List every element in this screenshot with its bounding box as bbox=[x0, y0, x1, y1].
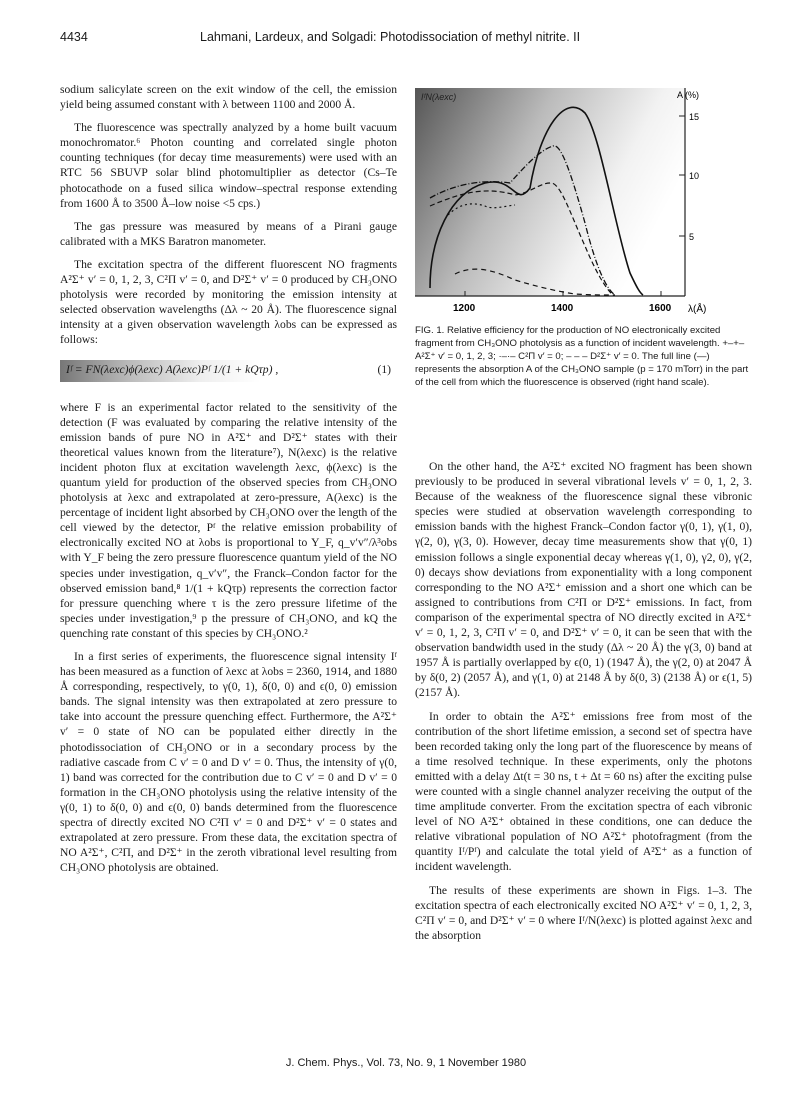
x-tick-label: 1200 bbox=[453, 303, 476, 314]
equation-1 bbox=[60, 356, 397, 392]
paragraph: The fluorescence was spectrally analyzed by a home built vacuum monochromator.⁶ Photon counting and correlated single photon counting techniques (for decay time measurements) were used with an RTC 56 SBUVP solar blind photomultiplier as detector (Cs–Te photocathode on a fused silica window–spectral response extending from 1600 Å to 3500 Å–low noise <5 cps.) bbox=[60, 121, 397, 210]
paragraph: On the other hand, the A²Σ⁺ excited NO fragment has been shown previously to be produced in several vibrational levels v′ = 0, 1, 2, 3. Because of the weakness of the fluorescence signal these vibronic species were studied at observation wavelength corresponding to emission bands with the highest Franck–Condon factor γ(0, 1), γ(1, 0), γ(2, 0), γ(3, 0). However, decay time measurements show that γ(0, 1) emission follows a single exponential decay whereas γ(1, 0), γ2, 0), γ(2, 0) decays show deviations from exponentiality with a long component corresponding to the NO A²Σ⁺ emission and a short one which can be assigned to contributions from C²Π or D²Σ⁺ emissions. In fact, from comparison of the experimental spectra of NO directly excited in A²Σ⁺ v′ = 0, 1, 2, 3, C²Π v′ = 0, and D²Σ⁺ v′ = 0, it can be seen that with the observation bandwidth used in the study (Δλ ~ 20 Å) the γ(3, 0) band at 1957 Å is partially overlapped by ϵ(0, 1) (1947 Å), the γ(2, 0) at 2047 Å by δ(0, 2) (2057 Å), and γ(1, 0) at 2148 Å by δ(0, 3) (2138 Å) or ϵ(1, 5) (2157 Å). bbox=[415, 460, 752, 700]
paragraph: where F is an experimental factor related to the sensitivity of the detection (F was evaluated by comparing the relative intensity of the emission bands of pure NO in A²Σ⁺ and D²Σ⁺ states with their theoretical values known from the literature⁷), N(λexc) is the relative incident photon flux at excitation wavelength λexc, ϕ(λexc) is the quantum yield for production of the observed species from CH₃ONO photolysis at λexc and extrapolated at zero-pressure, A(λexc) is the percentage of incident light absorbed by CH₃ONO over the length of the cell viewed by the detector, Pᶠ the relative emission probability of electronically excited NO at λobs is proportional to Y_F, q_v′v″/λ³obs with Y_F being the zero pressure fluorescence quantum yield of the NO species under investigation, q_v′v″, the Franck–Condon factor for the observed emission band,⁸ 1/(1 + kQτp) represents the correction factor for pressure quenching where τ is the zero pressure lifetime of the species under investigation,⁹ p the pressure of CH₃ONO, and kQ the quenching rate constant of this species by CH₃ONO.² bbox=[60, 400, 397, 640]
right-axis-label: A (%) bbox=[677, 90, 700, 100]
x-tick-label: 1400 bbox=[551, 303, 574, 314]
figure-1 bbox=[415, 88, 735, 322]
page-number: 4434 bbox=[60, 30, 88, 44]
right-tick-label: 10 bbox=[689, 171, 700, 181]
right-tick-label: 15 bbox=[689, 112, 700, 122]
equation-number: (1) bbox=[377, 362, 391, 376]
x-tick-label: 1600 bbox=[649, 303, 672, 314]
x-axis-label: λ(Å) bbox=[688, 304, 707, 315]
figure-caption: FIG. 1. Relative efficiency for the production of NO electronically excited fragment from CH₃ONO photolysis as a function of incident wavelength. +–+– A²Σ⁺ v′ = 0, 1, 2, 3; ·–·– C²Π v′ = 0; – – – D²Σ⁺ v′ = 0. The full line (—) represents the absorption A of the CH₃ONO sample (p = 170 mTorr) in the part of the cell from which the fluorescence is observed (right hand scale). bbox=[415, 325, 749, 388]
right-column bbox=[415, 459, 752, 951]
paragraph: The results of these experiments are shown in Figs. 1–3. The excitation spectra of each electronically excited NO A²Σ⁺ v′ = 0, 1, 2, 3, C²Π v′ = 0, and D²Σ⁺ v′ = 0 where Iᶠ/N(λexc) is plotted against λexc and the absorption bbox=[415, 883, 752, 942]
page-footer: J. Chem. Phys., Vol. 73, No. 9, 1 November 1980 bbox=[285, 1057, 527, 1069]
figure-plot bbox=[415, 88, 735, 322]
paragraph: In order to obtain the A²Σ⁺ emissions free from most of the contribution of the short lifetime emission, a second set of spectra have been recorded taking only the long part of the fluorescence by means of a time resolved technique. In these experiments, only the photons emitted with a delay Δt(t = 30 ns, t + Δt = 60 ns) after the exciting pulse were counted with a single channel analyzer receiving the output of the time amplitude converter. From the excitation spectra of each vibronic level of NO A²Σ⁺ obtained in these conditions, one can deduce the relative vibrational population of NO A²Σ⁺ photofragment (from the quantity Iᶠ/Pᶠ) and calculate the total yield of A²Σ⁺ as a function of incident wavelength. bbox=[415, 709, 752, 874]
left-column bbox=[60, 82, 397, 883]
paragraph: The excitation spectra of the different fluorescent NO fragments A²Σ⁺ v′ = 0, 1, 2, 3, C²Π v′ = 0, and D²Σ⁺ v′ = 0 produced by CH₃ONO photolysis were recorded by monitoring the emission intensity at selected observation wavelengths (Δλ ~ 20 Å). The fluorescence signal intensity at a given observation wavelength λobs can be expressed as follows: bbox=[60, 257, 397, 347]
running-head: Lahmani, Lardeux, and Solgadi: Photodissociation of methyl nitrite. II bbox=[200, 30, 581, 44]
plot-background bbox=[415, 88, 685, 296]
paragraph: sodium salicylate screen on the exit window of the cell, the emission yield being assumed constant with λ between 1100 and 2000 Å. bbox=[60, 83, 397, 112]
right-tick-label: 5 bbox=[689, 232, 695, 242]
paragraph: In a first series of experiments, the fluorescence signal intensity Iᶠ has been measured as a function of λexc at λobs = 2360, 1914, and 1880 Å corresponding, respectively, to γ(0, 1), δ(0, 0) and ϵ(0, 0) emission bands. The signal intensity was then extrapolated at zero pressure to take into account the pressure quenching effect. Furthermore, the A²Σ⁺ v′ = 0 state of NO can be populated either directly in the photodissociation of CH₃ONO or in a secondary process by the radiative cascade from C v′ = 0 and D v′ = 0. Thus, the intensity of γ(0, 1) band was corrected for the contribution due to C v′ = 0 and D v′ = 0 formation in the CH₃ONO photolysis using the relative intensity of the γ(0, 1) to δ(0, 0) and ϵ(0, 0) bands determined from the fluorescence spectra of directly excited NO C²Π v′ = 0 and D²Σ⁺ v′ = 0 states and extrapolated at zero pressure. From these data, the excitation spectra of NO A²Σ⁺, C²Π, and D²Σ⁺ in the zeroth vibrational level resulting from CH₃ONO photolysis are obtained. bbox=[60, 650, 397, 875]
left-axis-label: IᶠN(λexc) bbox=[421, 92, 457, 102]
page-header bbox=[60, 30, 760, 50]
equation-formula: Iᶠ = FN(λexc)ϕ(λexc) A(λexc)Pᶠ 1/(1 + kQτp) , bbox=[66, 362, 279, 376]
paragraph: The gas pressure was measured by means of a Pirani gauge calibrated with a MKS Baratron manometer. bbox=[60, 219, 397, 248]
